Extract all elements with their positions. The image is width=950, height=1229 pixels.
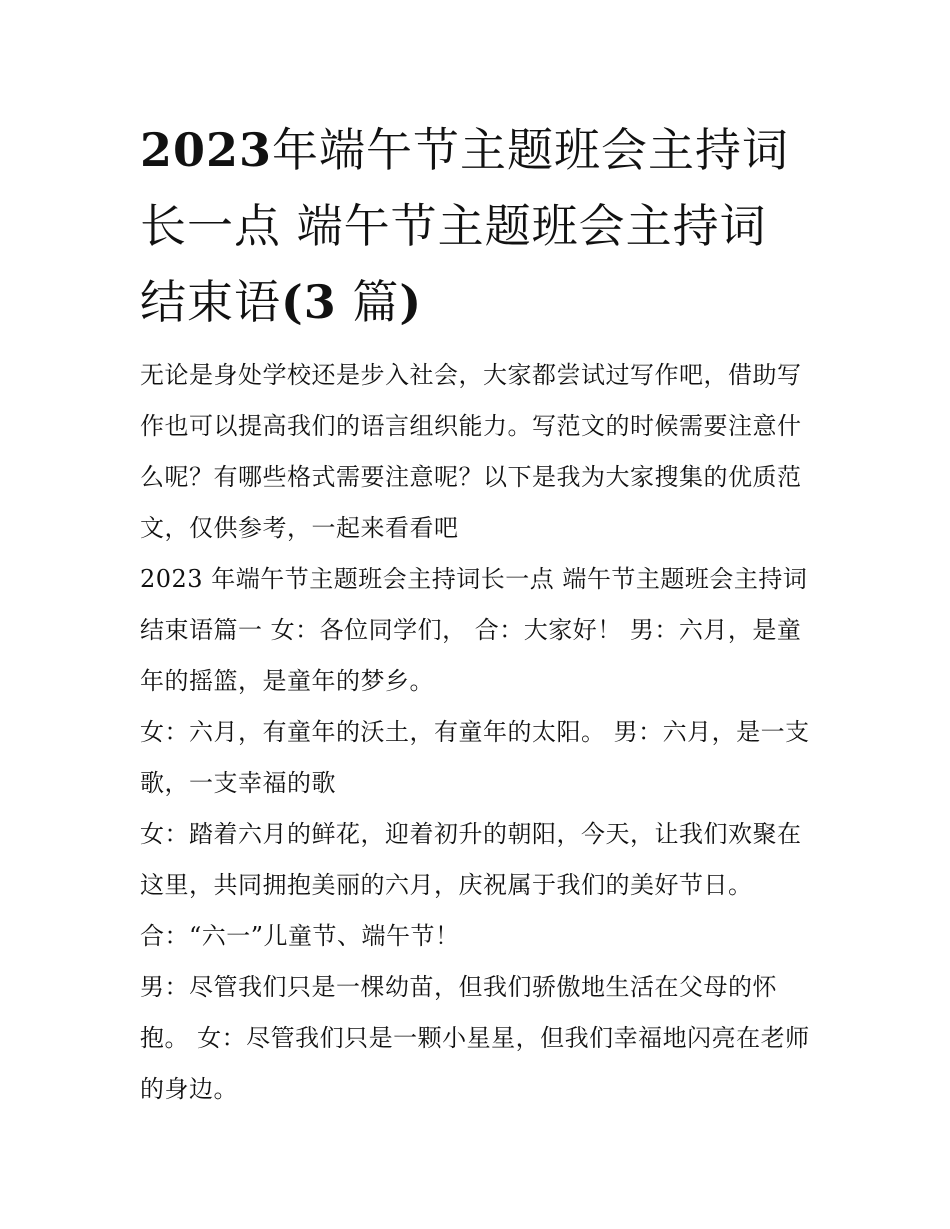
body-paragraph-5: 男：尽管我们只是一棵幼苗，但我们骄傲地生活在父母的怀抱。 女：尽管我们只是一颗小星星，但我们幸福地闪亮在老师的身边。 xyxy=(140,973,810,1103)
body-paragraph-2: 女：六月，有童年的沃土，有童年的太阳。 男：六月，是一支歌，一支幸福的歌 xyxy=(140,718,810,797)
intro-paragraph: 无论是身处学校还是步入社会，大家都尝试过写作吧，借助写作也可以提高我们的语言组织能力。写范文的时候需要注意什么呢？有哪些格式需要注意呢？以下是我为大家搜集的优质范文，仅供参考，一起来看看吧 xyxy=(140,361,802,542)
title-line3-text-c: 篇 xyxy=(336,275,400,329)
title-line3-text-d: ) xyxy=(399,275,423,329)
title-year: 2023 xyxy=(140,123,273,177)
title-line3-text-b: (3 xyxy=(281,275,337,329)
document-page xyxy=(140,112,820,1115)
title-line1-text: 年端午节主题班会主持词 xyxy=(272,123,790,177)
body-paragraph-4: 合：“六一”儿童节、端午节！ xyxy=(140,922,460,950)
title-line2-text: 长一点 端午节主题班会主持词 xyxy=(140,199,767,253)
document-title xyxy=(140,112,820,340)
body-paragraph-1: 2023 年端午节主题班会主持词长一点 端午节主题班会主持词结束语篇一 女：各位同学们， 合：大家好！ 男：六月，是童年的摇篮，是童年的梦乡。 xyxy=(140,565,808,695)
title-line3-text-a: 结束语 xyxy=(140,275,281,329)
body-paragraph-3: 女：踏着六月的鲜花，迎着初升的朝阳，今天，让我们欢聚在这里，共同拥抱美丽的六月，庆祝属于我们的美好节日。 xyxy=(140,820,802,899)
